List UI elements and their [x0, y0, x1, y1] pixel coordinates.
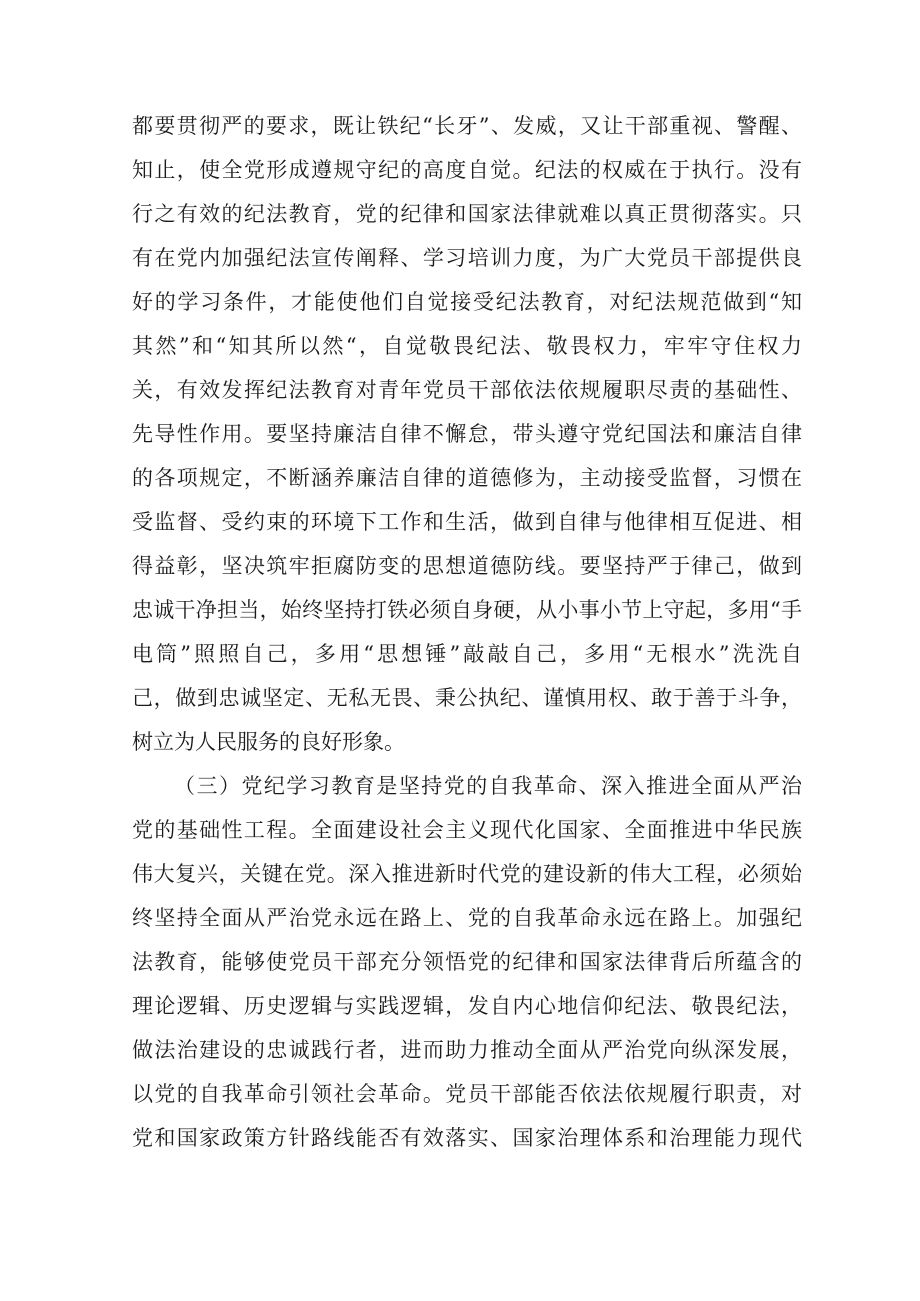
text-line: 行之有效的纪法教育，党的纪律和国家法律就难以真正贯彻落实。只	[132, 202, 802, 226]
text-line: 有在党内加强纪法宣传阐释、学习培训力度，为广大党员干部提供良	[132, 246, 802, 270]
text-line: 以党的自我革命引领社会革命。党员干部能否依法依规履行职责，对	[132, 1082, 802, 1106]
text-line: 得益彰，坚决筑牢拒腐防变的思想道德防线。要坚持严于律己，做到	[132, 554, 802, 578]
text-line: 树立为人民服务的良好形象。	[132, 730, 405, 754]
text-line: 伟大复兴，关键在党。深入推进新时代党的建设新的伟大工程，必须始	[132, 862, 802, 886]
text-line: 理论逻辑、历史逻辑与实践逻辑，发自内心地信仰纪法、敬畏纪法，	[132, 994, 802, 1018]
text-line: 知止，使全党形成遵规守纪的高度自觉。纪法的权威在于执行。没有	[132, 158, 802, 182]
text-line: 终坚持全面从严治党永远在路上、党的自我革命永远在路上。加强纪	[132, 906, 802, 930]
text-line: （三）党纪学习教育是坚持党的自我革命、深入推进全面从严治	[174, 774, 802, 798]
text-line: 好的学习条件，才能使他们自觉接受纪法教育，对纪法规范做到“知	[132, 290, 802, 314]
text-line: 做法治建设的忠诚践行者，进而助力推动全面从严治党向纵深发展，	[132, 1038, 802, 1062]
text-line: 党的基础性工程。全面建设社会主义现代化国家、全面推进中华民族	[132, 818, 802, 842]
text-line: 都要贯彻严的要求，既让铁纪“长牙”、发威，又让干部重视、警醒、	[132, 114, 802, 138]
text-line: 己，做到忠诚坚定、无私无畏、秉公执纪、谨慎用权、敢于善于斗争，	[132, 686, 802, 710]
text-line: 其然”和“知其所以然“，自觉敬畏纪法、敬畏权力，牢牢守住权力	[132, 334, 802, 358]
text-line: 受监督、受约束的环境下工作和生活，做到自律与他律相互促进、相	[132, 510, 802, 534]
text-line: 先导性作用。要坚持廉洁自律不懈怠，带头遵守党纪国法和廉洁自律	[132, 422, 802, 446]
paragraph-1	[132, 104, 802, 764]
text-line: 忠诚干净担当，始终坚持打铁必须自身硬，从小事小节上守起，多用“手	[132, 598, 802, 622]
text-line: 电筒”照照自己，多用“思想锤”敲敲自己，多用“无根水”洗洗自	[132, 642, 802, 666]
paragraph-2	[132, 764, 802, 1160]
text-line: 的各项规定，不断涵养廉洁自律的道德修为，主动接受监督，习惯在	[132, 466, 802, 490]
text-line: 党和国家政策方针路线能否有效落实、国家治理体系和治理能力现代	[132, 1126, 802, 1150]
text-line: 法教育，能够使党员干部充分领悟党的纪律和国家法律背后所蕴含的	[132, 950, 802, 974]
text-line: 关，有效发挥纪法教育对青年党员干部依法依规履职尽责的基础性、	[132, 378, 802, 402]
